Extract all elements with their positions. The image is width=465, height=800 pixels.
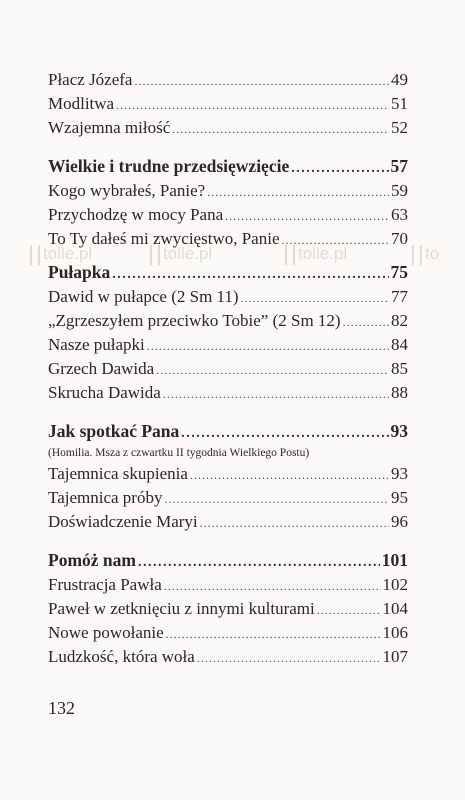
section-gap: [48, 140, 408, 153]
toc-entry-title: Kogo wybrałeś, Panie?: [48, 181, 206, 200]
section-gap: [48, 251, 408, 259]
dot-leader: [147, 334, 389, 358]
toc-entry: [48, 597, 408, 621]
toc-entry-page: 104: [382, 599, 408, 618]
toc-entry-page: 59: [391, 181, 408, 200]
toc-entry-page: 102: [382, 575, 408, 594]
toc-entry: [48, 285, 408, 309]
toc-entry: [48, 227, 408, 251]
page-number: 132: [48, 698, 75, 718]
watermark-text-2: tolle.pl: [150, 244, 212, 265]
toc-entry-page: 84: [391, 335, 408, 354]
toc-entry: [48, 68, 408, 92]
toc-entry-page: 106: [382, 623, 408, 642]
dot-leader: [200, 511, 389, 535]
toc-section-title: Jak spotkać Pana: [48, 421, 180, 441]
toc-section-page: 57: [390, 156, 408, 176]
toc-entry: [48, 333, 408, 357]
dot-leader: [163, 382, 389, 406]
toc-entry: [48, 309, 408, 333]
toc-entry-title: Wzajemna miłość: [48, 118, 171, 137]
toc-section-header: [48, 153, 408, 179]
toc-entry-title: Tajemnica skupienia: [48, 464, 188, 483]
toc-entry-title: „Zgrzeszyłem przeciwko Tobie” (2 Sm 12): [48, 311, 341, 330]
dot-leader: [116, 93, 389, 117]
toc-entry: [48, 510, 408, 534]
toc-entry: [48, 116, 408, 140]
toc-entry: [48, 621, 408, 645]
dot-leader: [164, 574, 381, 598]
toc-section-header: [48, 418, 408, 444]
dot-leader: [138, 550, 380, 576]
dot-leader: [207, 180, 389, 204]
watermark-text-1: tolle.pl: [30, 244, 92, 265]
toc-section-page: 75: [390, 262, 408, 282]
dot-leader: [156, 358, 389, 382]
toc-entry-title: Płacz Józefa: [48, 70, 133, 89]
toc-section-page: 93: [390, 421, 408, 441]
section-gap: [48, 534, 408, 547]
dot-leader: [343, 310, 389, 334]
toc-section-title: Pomóż nam: [48, 550, 136, 570]
dot-leader: [190, 463, 389, 487]
toc-section-header: [48, 547, 408, 573]
toc-entry-page: 96: [391, 512, 408, 531]
toc-entry-page: 63: [391, 205, 408, 224]
toc-entry: [48, 645, 408, 669]
watermark-logo-icon: [412, 245, 422, 265]
toc-entry-page: 77: [391, 287, 408, 306]
toc-entry-title: Ludzkość, która woła: [48, 647, 195, 666]
watermark-logo-icon: [30, 245, 40, 265]
toc-entry-page: 88: [391, 383, 408, 402]
toc-entry-title: Doświadczenie Maryi: [48, 512, 198, 531]
toc-entry: [48, 573, 408, 597]
toc-entry-page: 51: [391, 94, 408, 113]
toc-section-page: 101: [381, 550, 408, 570]
toc-entry-title: Modlitwa: [48, 94, 115, 113]
toc-entry-title: Tajemnica próby: [48, 488, 163, 507]
table-of-contents: [48, 68, 408, 669]
toc-entry-title: Nasze pułapki: [48, 335, 145, 354]
toc-entry: [48, 486, 408, 510]
dot-leader: [317, 598, 381, 622]
toc-section-header: [48, 259, 408, 285]
toc-entry-page: 52: [391, 118, 408, 137]
toc-entry: [48, 179, 408, 203]
dot-leader: [281, 228, 389, 252]
toc-entry-title: Grzech Dawida: [48, 359, 155, 378]
section-gap: [48, 405, 408, 418]
toc-entry-page: 70: [391, 229, 408, 248]
toc-entry-title: Nowe powołanie: [48, 623, 164, 642]
toc-entry-page: 93: [391, 464, 408, 483]
toc-entry-page: 85: [391, 359, 408, 378]
toc-entry: [48, 462, 408, 486]
toc-entry-page: 49: [391, 70, 408, 89]
toc-entry-title: Paweł w zetknięciu z innymi kulturami: [48, 599, 315, 618]
toc-entry-title: Frustracja Pawła: [48, 575, 162, 594]
dot-leader: [166, 622, 381, 646]
dot-leader: [197, 646, 381, 670]
toc-entry: [48, 381, 408, 405]
watermark-text-3: tolle.pl: [285, 244, 347, 265]
toc-section-title: Wielkie i trudne przedsięwzięcie: [48, 156, 290, 176]
watermark-text-4: to: [412, 244, 439, 265]
toc-entry-title: Przychodzę w mocy Pana: [48, 205, 224, 224]
dot-leader: [241, 286, 389, 310]
toc-section-title: Pułapka: [48, 262, 111, 282]
dot-leader: [291, 156, 388, 182]
toc-entry: [48, 203, 408, 227]
dot-leader: [172, 117, 389, 141]
toc-entry: [48, 357, 408, 381]
toc-entry-page: 107: [382, 647, 408, 666]
toc-entry-title: Skrucha Dawida: [48, 383, 161, 402]
toc-entry-page: 95: [391, 488, 408, 507]
section-note: (Homilia. Msza z czwartku II tygodnia Wielkiego Postu): [48, 447, 310, 459]
toc-entry-title: To Ty dałeś mi zwycięstwo, Panie: [48, 229, 280, 248]
dot-leader: [225, 204, 389, 228]
dot-leader: [164, 487, 389, 511]
toc-entry: [48, 92, 408, 116]
toc-entry-title: Dawid w pułapce (2 Sm 11): [48, 287, 239, 306]
toc-entry-page: 82: [391, 311, 408, 330]
dot-leader: [134, 69, 389, 93]
